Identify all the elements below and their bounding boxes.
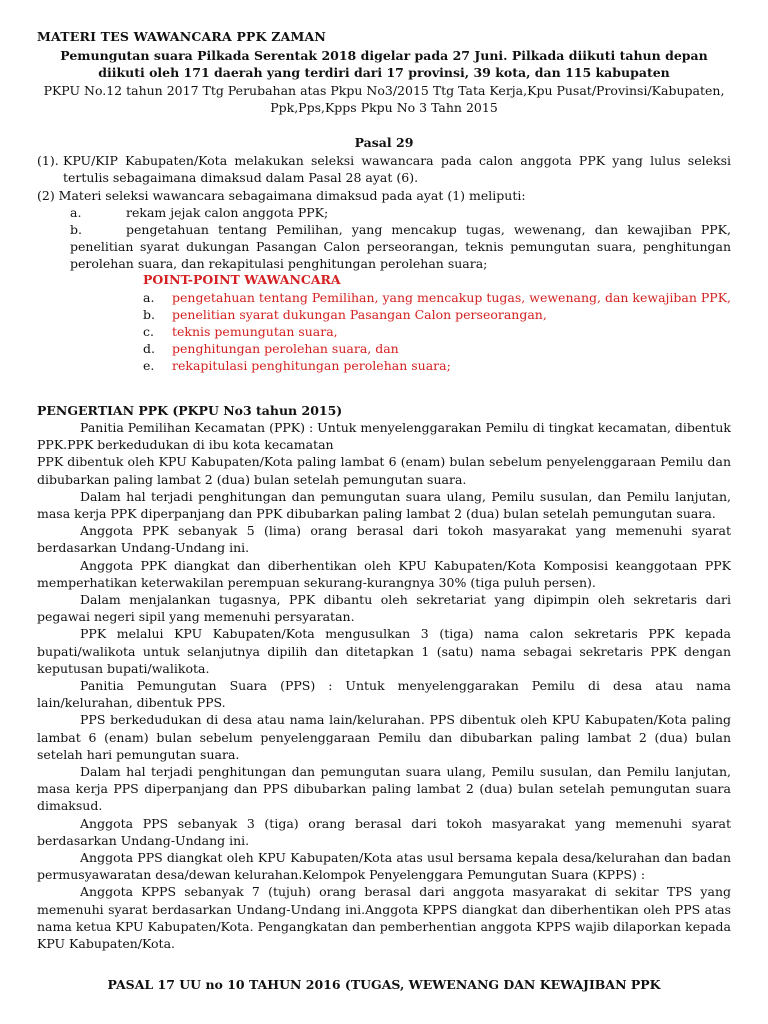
paragraph: PPK melalui KPU Kabupaten/Kota mengusulkan 3 (tiga) nama calon sekretaris PPK kepada bupati/walikota untuk selanjutnya dipilih dan ditetapkan 1 (satu) nama sebagai sekretaris PPK dengan keputusan bupati/walikota. [37, 626, 731, 676]
point-item-label: a. [143, 290, 155, 305]
paragraph: Anggota PPS sebanyak 3 (tiga) orang berasal dari tokoh masyarakat yang memenuhi syarat berdasarkan Undang-Undang ini. [37, 815, 731, 848]
pasal-title: Pasal 29 [354, 135, 414, 150]
item-text: pengetahuan tentang Pemilihan, yang mencakup tugas, wewenang, dan kewajiban PPK, penelitian syarat dukungan Pasangan Calon perseorangan, teknis pemungutan suara, penghitungan perolehan suara, dan rekapitulasi penghitungan perolehan suara; [70, 222, 731, 272]
item-label: a. [70, 205, 82, 220]
point-item-label: e. [143, 358, 155, 373]
paragraph: Anggota KPPS sebanyak 7 (tujuh) orang berasal dari anggota masyarakat di sekitar TPS yang memenuhi syarat berdasarkan Undang-Undang ini.Anggota KPPS diangkat dan diberhentikan oleh PPS atas nama ketua KPU Kabupaten/Kota. Pengangkatan dan pemberhentian anggota KPPS wajib dilaporkan kepada KPU Kabupaten/Kota. [37, 884, 731, 952]
point-item [143, 340, 743, 357]
ayat-1-text: KPU/KIP Kabupaten/Kota melakukan seleksi wawancara pada calon anggota PPK yang lulus seleksi tertulis sebagaimana dimaksud dalam Pasal 28 ayat (6). [63, 153, 731, 186]
point-item-text: teknis pemungutan suara, [172, 324, 338, 339]
paragraph: Dalam hal terjadi penghitungan dan pemungutan suara ulang, Pemilu susulan, dan Pemilu lanjutan, masa kerja PPK diperpanjang dan PPK dibubarkan paling lambat 2 (dua) bulan setelah pemungutan suara. [37, 488, 731, 522]
paragraph: Anggota PPK sebanyak 5 (lima) orang berasal dari tokoh masyarakat yang memenuhi syarat berdasarkan Undang-Undang ini. [37, 523, 731, 556]
intro-bold-paragraph: Pemungutan suara Pilkada Serentak 2018 digelar pada 27 Juni. Pilkada diikuti tahun depan diikuti oleh 171 daerah yang terdiri dari 17 provinsi, 39 kota, dan 115 kabupaten [60, 48, 708, 81]
item-text: rekam jejak calon anggota PPK; [126, 205, 329, 220]
document-header: MATERI TES WAWANCARA PPK ZAMAN [37, 29, 327, 44]
paragraph: Panitia Pemilihan Kecamatan (PPK) : Untuk menyelenggarakan Pemilu di tingkat kecamatan, dibentuk PPK.PPK berkedudukan di ibu kota kecamatan [37, 420, 731, 453]
paragraph: Dalam menjalankan tugasnya, PPK dibantu oleh sekretariat yang dipimpin oleh sekretaris dari pegawai negeri sipil yang memenuhi persyaratan. [37, 592, 731, 625]
paragraph: Dalam hal terjadi penghitungan dan pemungutan suara ulang, Pemilu susulan, dan Pemilu lanjutan, masa kerja PPS diperpanjang dan PPS dibubarkan paling lambat 2 (dua) bulan setelah pemungutan suara dimaksud. [37, 764, 731, 814]
intro-regulation-paragraph: PKPU No.12 tahun 2017 Ttg Perubahan atas Pkpu No3/2015 Ttg Tata Kerja,Kpu Pusat/Provinsi/Kabupaten, Ppk,Pps,Kpps Pkpu No 3 Tahn 2015 [43, 83, 725, 116]
point-item-label: b. [143, 307, 155, 322]
point-wawancara-title: POINT-POINT WAWANCARA [143, 272, 341, 287]
paragraph: PPK dibentuk oleh KPU Kabupaten/Kota paling lambat 6 (enam) bulan sebelum penyelenggaraan Pemilu dan dibubarkan paling lambat 2 (dua) bulan setelah pemungutan suara. [37, 454, 731, 487]
paragraph: Panitia Pemungutan Suara (PPS) : Untuk menyelenggarakan Pemilu di desa atau nama lain/kelurahan, dibentuk PPS. [37, 678, 731, 711]
point-item [143, 306, 743, 323]
point-item [143, 289, 743, 306]
paragraph: Anggota PPS diangkat oleh KPU Kabupaten/Kota atas usul bersama kepala desa/kelurahan dan badan permusyawaratan desa/dewan kelurahan.Kelompok Penyelenggara Pemungutan Suara (KPPS) : [37, 850, 731, 883]
ayat-1-number: (1). [37, 153, 59, 168]
point-item-label: d. [143, 341, 155, 356]
footer-section-title: PASAL 17 UU no 10 TAHUN 2016 (TUGAS, WEWENANG DAN KEWAJIBAN PPK [107, 977, 661, 992]
ayat-1 [37, 152, 731, 186]
point-item-label: c. [143, 324, 154, 339]
definitions-body [37, 419, 731, 952]
item-label: b. [70, 222, 82, 237]
point-item-text: rekapitulasi penghitungan perolehan suara; [172, 358, 451, 373]
ayat-2-item-a [70, 204, 731, 221]
point-item-text: penelitian syarat dukungan Pasangan Calon perseorangan, [172, 307, 547, 322]
ayat-2: (2) Materi seleksi wawancara sebagaimana dimaksud pada ayat (1) meliputi: [37, 188, 526, 203]
point-item-text: pengetahuan tentang Pemilihan, yang mencakup tugas, wewenang, dan kewajiban PPK, [172, 290, 732, 305]
paragraph: PPS berkedudukan di desa atau nama lain/kelurahan. PPS dibentuk oleh KPU Kabupaten/Kota paling lambat 6 (enam) bulan sebelum penyelenggaraan Pemilu dan dibubarkan paling lambat 2 (dua) bulan setelah hari pemungutan suara. [37, 712, 731, 762]
section-title: PENGERTIAN PPK (PKPU No3 tahun 2015) [37, 403, 343, 418]
point-item [143, 357, 743, 374]
point-item-text: penghitungan perolehan suara, dan [172, 341, 399, 356]
paragraph: Anggota PPK diangkat dan diberhentikan oleh KPU Kabupaten/Kota Komposisi keanggotaan PPK memperhatikan keterwakilan perempuan sekurang-kurangnya 30% (tiga puluh persen). [37, 557, 731, 590]
ayat-2-item-b [70, 221, 731, 273]
point-item [143, 323, 743, 340]
